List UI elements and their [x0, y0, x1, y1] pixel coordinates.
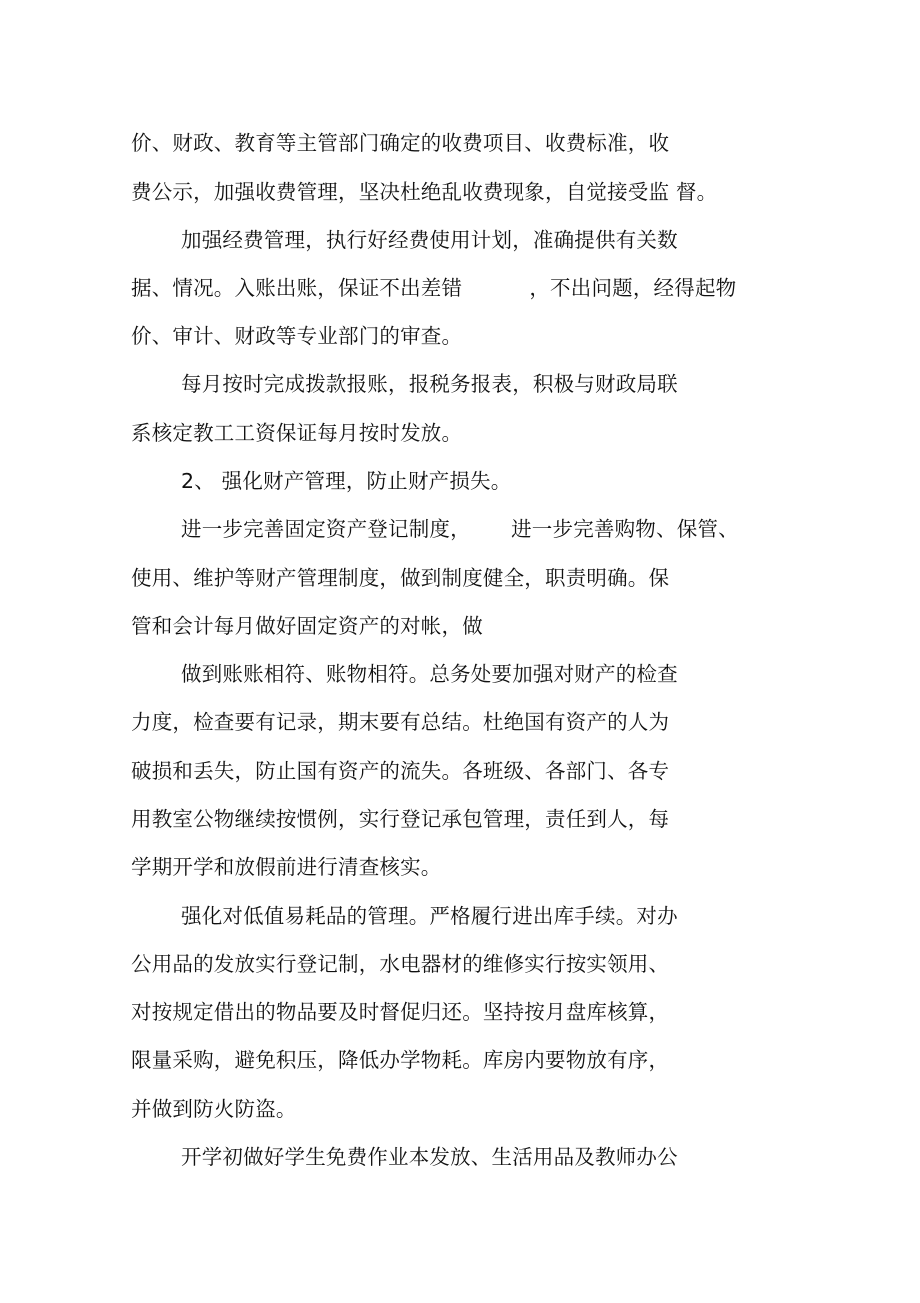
paragraph-first-line: 加强经费管理，执行好经费使用计划，准确提供有关数	[181, 228, 678, 252]
paragraph-first-line: 每月按时完成拨款报账，报税务报表，积极与财政局联	[181, 372, 678, 396]
text-line: 使用、维护等财产管理制度，做到制度健全，职责明确。保	[131, 566, 670, 590]
text-line: 费公示，加强收费管理，坚决杜绝乱收费现象，自觉接受监 督。	[131, 180, 718, 204]
text-line: 价、财政、教育等主管部门确定的收费项目、收费标准，收	[131, 131, 670, 155]
text-line: 并做到防火防盗。	[131, 1097, 297, 1121]
paragraph-first-line: 进一步完善固定资产登记制度， 进一步完善购物、保管、	[181, 517, 739, 541]
text-line: 破损和丢失，防止国有资产的流失。各班级、各部门、各专	[131, 759, 670, 783]
text-line: 限量采购，避免积压，降低办学物耗。库房内要物放有序，	[131, 1048, 670, 1072]
paragraph-first-line: 强化对低值易耗品的管理。严格履行进出库手续。对办	[181, 904, 678, 928]
section-heading: 2、 强化财产管理，防止财产损失。	[181, 469, 512, 493]
text-line: 公用品的发放实行登记制，水电器材的维修实行按实领用、	[131, 952, 670, 976]
paragraph-first-line: 做到账账相符、账物相符。总务处要加强对财产的检查	[181, 662, 678, 686]
text-line: 学期开学和放假前进行清查核实。	[131, 855, 442, 879]
text-line: 用教室公物继续按惯例，实行登记承包管理，责任到人，每	[131, 807, 670, 831]
text-line: 管和会计每月做好固定资产的对帐，做	[131, 614, 483, 638]
text-line: 系核定教工工资保证每月按时发放。	[131, 421, 463, 445]
text-line: 对按规定借出的物品要及时督促归还。坚持按月盘库核算，	[131, 1000, 670, 1024]
text-line: 据、情况。入账出账，保证不出差错 ，不出问题，经得起物	[131, 276, 737, 300]
paragraph-first-line: 开学初做好学生免费作业本发放、生活用品及教师办公	[181, 1145, 678, 1169]
text-line: 价、审计、财政等专业部门的审查。	[131, 324, 463, 348]
text-line: 力度，检查要有记录，期末要有总结。杜绝国有资产的人为	[131, 710, 670, 734]
